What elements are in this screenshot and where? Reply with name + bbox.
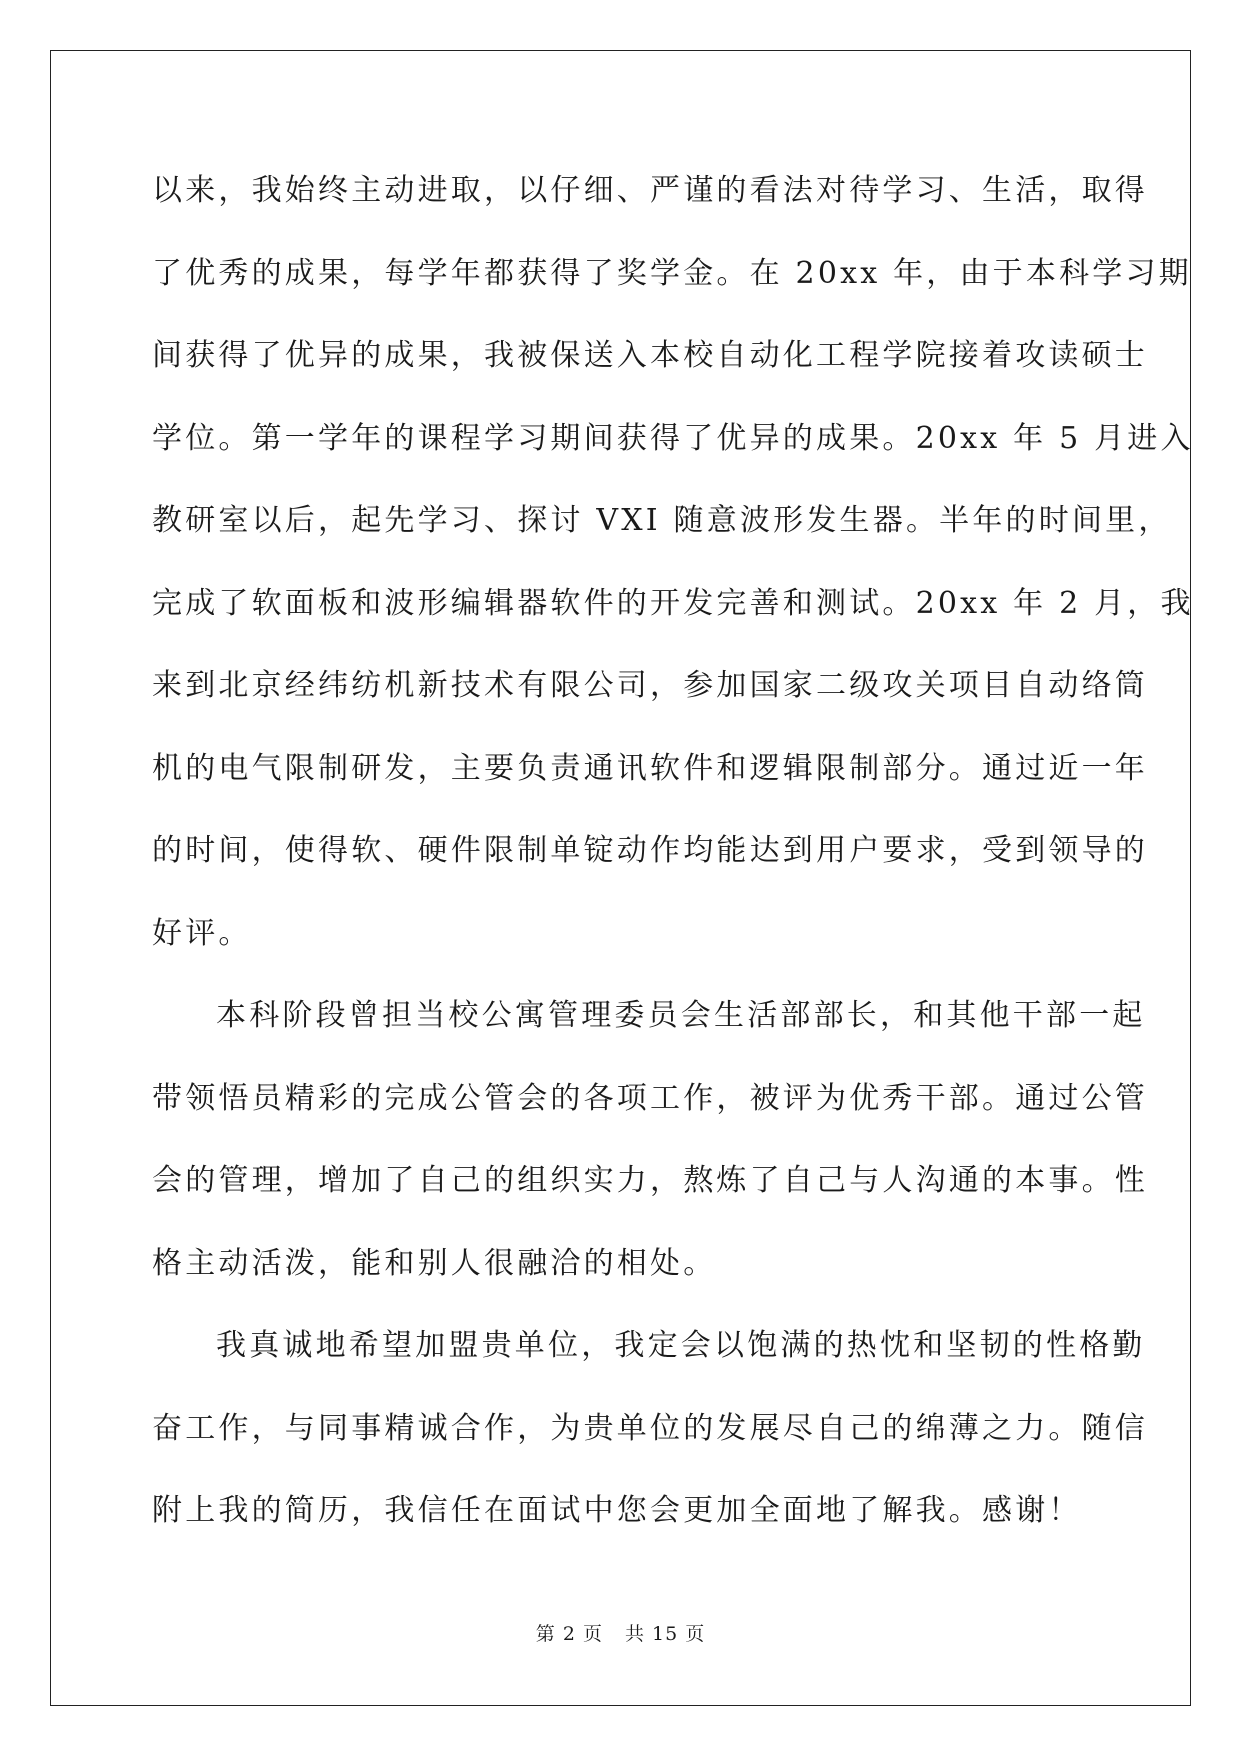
paragraph-line: 机的电气限制研发，主要负责通讯软件和逻辑限制部分。通过近一年 [152, 750, 1148, 786]
paragraph-line: 间获得了优异的成果，我被保送入本校自动化工程学院接着攻读硕士 [152, 338, 1148, 373]
paragraph-line: 我真诚地希望加盟贵单位，我定会以饱满的热忱和坚韧的性格勤 [216, 1328, 1146, 1363]
page-number: 第 2 页 [535, 1623, 603, 1645]
paragraph-line: 奋工作，与同事精诚合作，为贵单位的发展尽自己的绵薄之力。随信 [152, 1410, 1148, 1446]
paragraph-line: 本科阶段曾担当校公寓管理委员会生活部部长，和其他干部一起 [216, 998, 1146, 1033]
paragraph-line: 带领悟员精彩的完成公管会的各项工作，被评为优秀干部。通过公管 [152, 1080, 1148, 1116]
paragraph-line: 以来，我始终主动进取，以仔细、严谨的看法对待学习、生活，取得 [152, 173, 1148, 208]
total-pages: 共 15 页 [624, 1623, 706, 1645]
paragraph-line: 会的管理，增加了自己的组织实力，熬炼了自己与人沟通的本事。性 [152, 1163, 1148, 1198]
paragraph-line: 了优秀的成果，每学年都获得了奖学金。在 20xx 年，由于本科学习期 [152, 255, 1192, 291]
page-footer [0, 1619, 1241, 1646]
paragraph-line: 学位。第一学年的课程学习期间获得了优异的成果。20xx 年 5 月进入 [152, 420, 1194, 456]
paragraph-line: 好评。 [152, 915, 252, 951]
paragraph-line: 格主动活泼，能和别人很融洽的相处。 [152, 1245, 717, 1281]
paragraph-line: 的时间，使得软、硬件限制单锭动作均能达到用户要求，受到领导的 [152, 833, 1148, 868]
paragraph-line: 完成了软面板和波形编辑器软件的开发完善和测试。20xx 年 2 月，我 [152, 585, 1194, 621]
paragraph-line: 附上我的简历，我信任在面试中您会更加全面地了解我。感谢！ [152, 1493, 1082, 1528]
document-body [152, 150, 1194, 1553]
paragraph-line: 教研室以后，起先学习、探讨 VXI 随意波形发生器。半年的时间里， [152, 503, 1172, 538]
paragraph-line: 来到北京经纬纺机新技术有限公司，参加国家二级攻关项目自动络筒 [152, 668, 1148, 703]
